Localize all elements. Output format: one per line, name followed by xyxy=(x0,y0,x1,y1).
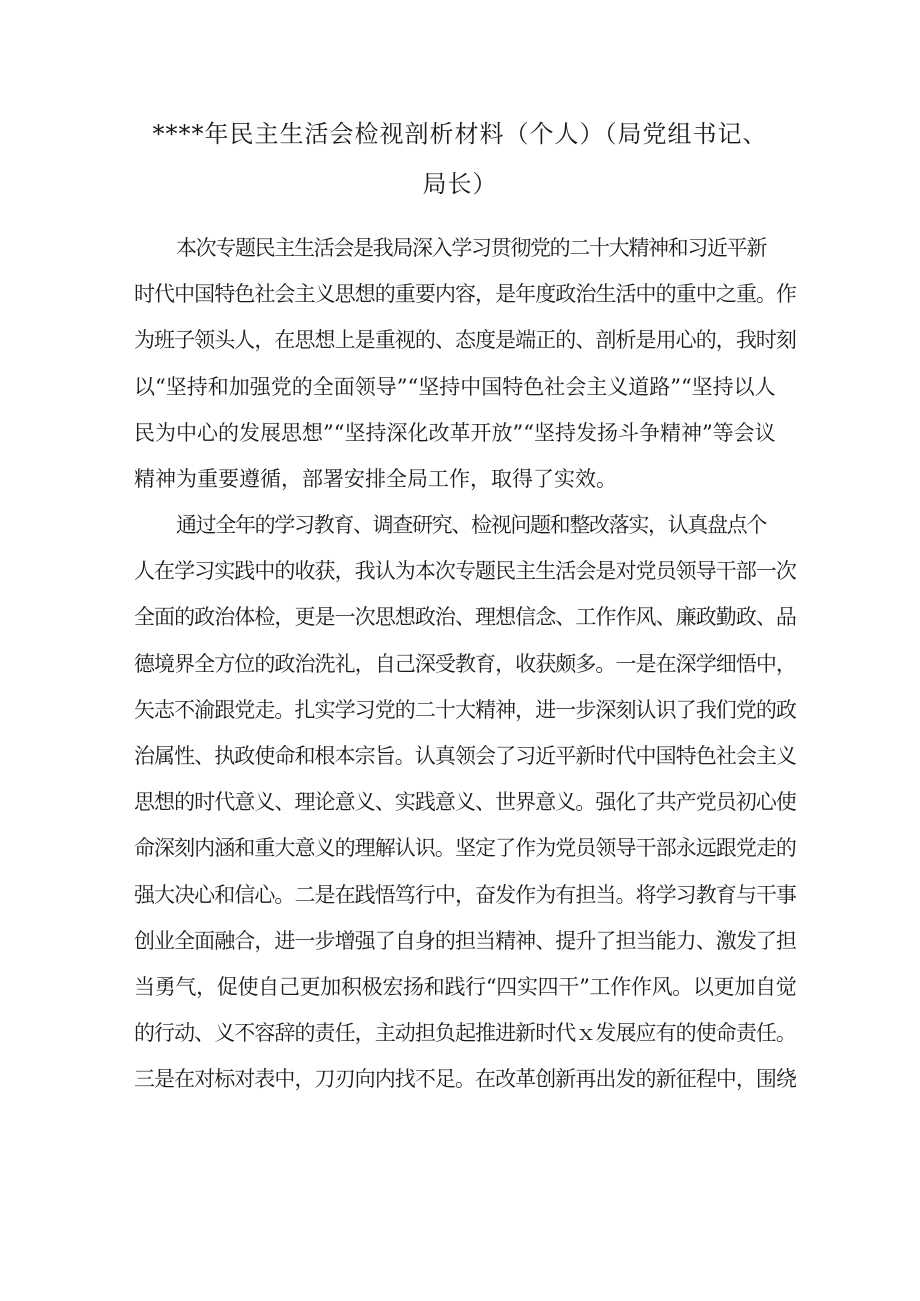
paragraph-line: 治属性、执政使命和根本宗旨。认真领会了习近平新时代中国特色社会主义 xyxy=(134,744,796,768)
document-title-line-2: 局长） xyxy=(422,170,498,198)
paragraph-line: 当勇气，促使自己更加积极宏扬和践行“四实四干”工作作风。以更加自觉 xyxy=(134,975,797,999)
paragraph-line: 精神为重要遵循，部署安排全局工作，取得了实效。 xyxy=(134,467,617,491)
document-title-line-1: ****年民主生活会检视剖析材料（个人）（局党组书记、 xyxy=(152,120,768,148)
paragraph-line: 的行动、义不容辞的责任，主动担负起推进新时代ｘ发展应有的使命责任。 xyxy=(134,1021,796,1046)
paragraph-line: 命深刻内涵和重大意义的理解认识。坚定了作为党员领导干部永远跟党走的 xyxy=(134,836,796,861)
paragraph-line: 人在学习实践中的收获，我认为本次专题民主生活会是对党员领导干部一次 xyxy=(134,559,796,584)
paragraph-line: 全面的政治体检，更是一次思想政治、理想信念、工作作风、廉政勤政、品 xyxy=(134,605,796,630)
paragraph-line: 创业全面融合，进一步增强了自身的担当精神、提升了担当能力、激发了担 xyxy=(134,928,796,953)
paragraph-line: 矢志不渝跟党走。扎实学习党的二十大精神，进一步深刻认识了我们党的政 xyxy=(134,697,796,722)
paragraph-line: 时代中国特色社会主义思想的重要内容，是年度政治生活中的重中之重。作 xyxy=(134,282,796,307)
paragraph-line: 本次专题民主生活会是我局深入学习贯彻党的二十大精神和习近平新 xyxy=(176,236,766,260)
paragraph-line: 为班子领头人，在思想上是重视的、态度是端正的、剖析是用心的，我时刻 xyxy=(134,328,796,353)
paragraph-line: 以“坚持和加强党的全面领导”“坚持中国特色社会主义道路”“坚持以人 xyxy=(134,374,776,399)
paragraph-line: 民为中心的发展思想”“坚持深化改革开放”“坚持发扬斗争精神”等会议 xyxy=(134,420,776,445)
paragraph-line: 德境界全方位的政治洗礼，自己深受教育，收获颇多。一是在深学细悟中， xyxy=(134,651,796,676)
paragraph-line: 强大决心和信心。二是在践悟笃行中，奋发作为有担当。将学习教育与干事 xyxy=(134,882,796,907)
paragraph-line: 通过全年的学习教育、调查研究、检视问题和整改落实，认真盘点个 xyxy=(176,513,766,537)
paragraph-line: 三是在对标对表中，刀刃向内找不足。在改革创新再出发的新征程中，围绕 xyxy=(134,1067,796,1092)
paragraph-line: 思想的时代意义、理论意义、实践意义、世界意义。强化了共产党员初心使 xyxy=(134,790,796,815)
